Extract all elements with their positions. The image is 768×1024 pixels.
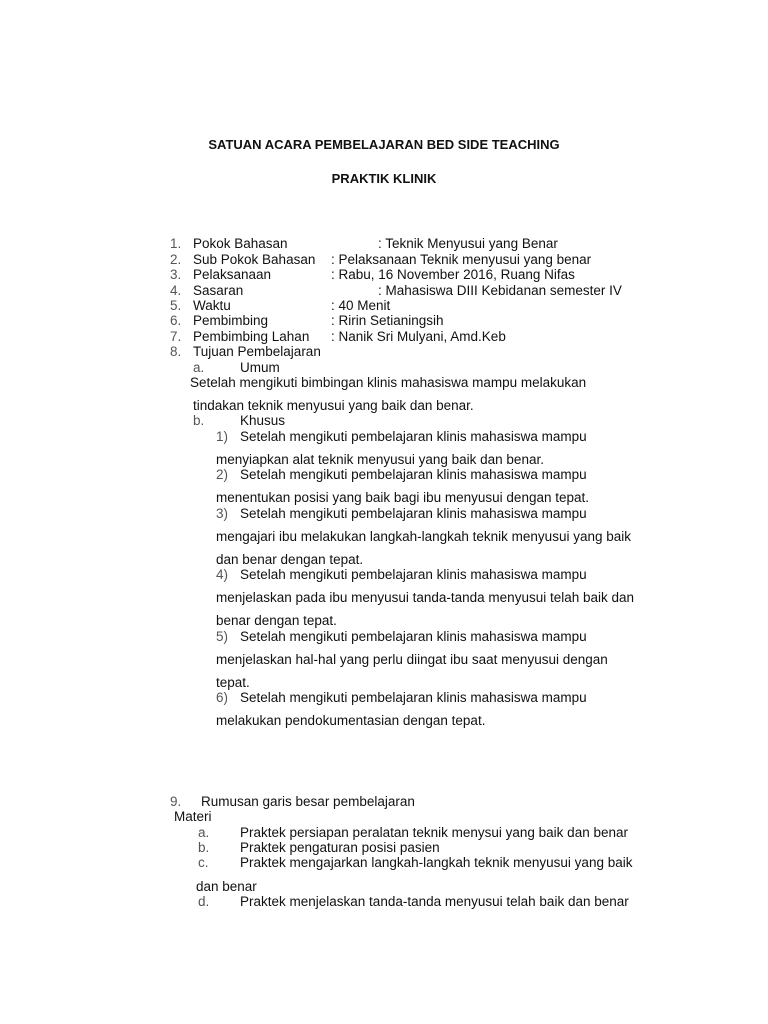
materi-text: Praktek persiapan peralatan teknik menysui yang baik dan benar [240,825,628,840]
khusus-text-line: melakukan pendokumentasian dengan tepat. [216,713,486,728]
item-value: : Teknik Menyusui yang Benar [378,236,558,251]
khusus-number: 6) [216,690,229,705]
khusus-text-line: dan benar dengan tepat. [216,552,364,567]
item-label: Sasaran [193,283,244,298]
materi-letter: c. [198,855,209,870]
document-subtitle: PRAKTIK KLINIK [331,171,437,186]
section9-number: 9. [170,794,182,809]
khusus-text-line: Setelah mengikuti pembelajaran klinis mahasiswa mampu [240,429,587,444]
khusus-text-line: Setelah mengikuti pembelajaran klinis mahasiswa mampu [240,567,587,582]
umum-text-line: Setelah mengikuti bimbingan klinis mahasiswa mampu melakukan [190,375,587,390]
khusus-number: 4) [216,567,229,582]
umum-text-line: tindakan teknik menyusui yang baik dan benar. [193,398,474,413]
khusus-text-line: menjelaskan hal-hal yang perlu diingat ibu saat menyusui dengan [216,652,608,667]
item-label: Sub Pokok Bahasan [193,252,316,267]
item-label: Pembimbing Lahan [193,329,310,344]
khusus-number: 5) [216,629,229,644]
khusus-label: Khusus [240,413,286,428]
materi-letter: d. [198,894,210,909]
khusus-text-line: Setelah mengikuti pembelajaran klinis mahasiswa mampu [240,629,587,644]
materi-label: Materi [174,809,212,824]
materi-text: Praktek pengaturan posisi pasien [240,840,440,855]
umum-label: Umum [240,360,280,375]
item-number: 6. [170,313,182,328]
item-number: 4. [170,283,182,298]
khusus-text-line: menjelaskan pada ibu menyusui tanda-tanda menyusui telah baik dan [216,590,635,605]
khusus-text-line: Setelah mengikuti pembelajaran klinis mahasiswa mampu [240,506,587,521]
item-value: : 40 Menit [331,298,391,313]
khusus-text-line: Setelah mengikuti pembelajaran klinis mahasiswa mampu [240,467,587,482]
khusus-text-line: tepat. [216,675,250,690]
khusus-text-line: mengajari ibu melakukan langkah-langkah teknik menyusui yang baik [216,529,631,544]
section9-label: Rumusan garis besar pembelajaran [201,794,415,809]
khusus-text-line: menentukan posisi yang baik bagi ibu menyusui dengan tepat. [216,490,590,505]
khusus-number: 1) [216,429,229,444]
materi-letter: a. [198,825,210,840]
khusus-text-line: benar dengan tepat. [216,613,337,628]
materi-text-continued: dan benar [196,879,257,894]
khusus-letter: b. [193,413,205,428]
item-value: : Ririn Setianingsih [331,313,444,328]
item-number: 1. [170,236,182,251]
item-number: 2. [170,252,182,267]
item-number: 5. [170,298,182,313]
item-label: Pelaksanaan [193,267,272,282]
khusus-text-line: menyiapkan alat teknik menyusui yang baik dan benar. [216,452,544,467]
item-value: : Mahasiswa DIII Kebidanan semester IV [378,283,622,298]
materi-letter: b. [198,840,210,855]
materi-text: Praktek mengajarkan langkah-langkah teknik menyusui yang baik [240,855,633,870]
item-label: Waktu [193,298,231,313]
materi-text: Praktek menjelaskan tanda-tanda menyusui telah baik dan benar [240,894,629,909]
item-label: Pembimbing [193,313,269,328]
khusus-number: 2) [216,467,229,482]
item-number: 8. [170,344,182,359]
item-number: 7. [170,329,182,344]
khusus-number: 3) [216,506,229,521]
umum-letter: a. [193,360,205,375]
item-number: 3. [170,267,182,282]
item-value: : Pelaksanaan Teknik menyusui yang benar [331,252,592,267]
item-label: Pokok Bahasan [193,236,288,251]
item-value: : Nanik Sri Mulyani, Amd.Keb [331,329,506,344]
khusus-text-line: Setelah mengikuti pembelajaran klinis mahasiswa mampu [240,690,587,705]
document-title: SATUAN ACARA PEMBELAJARAN BED SIDE TEACHING [208,137,560,152]
item-label: Tujuan Pembelajaran [193,344,321,359]
item-value: : Rabu, 16 November 2016, Ruang Nifas [331,267,575,282]
